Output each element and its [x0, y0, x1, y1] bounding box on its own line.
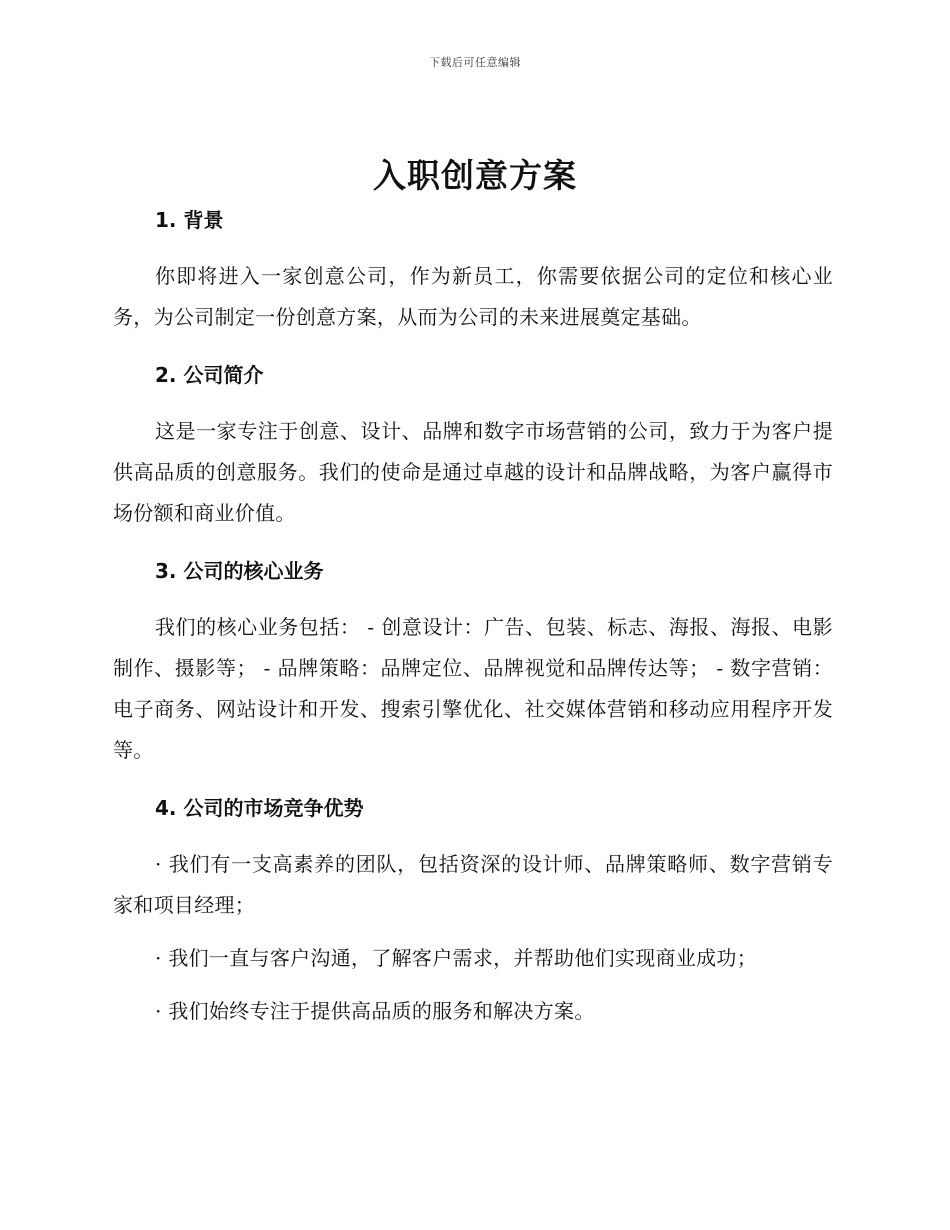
section-heading: 2. 公司简介 — [155, 363, 264, 387]
header-note: 下载后可任意编辑 — [429, 56, 521, 69]
paragraph: 这是一家专注于创意、设计、品牌和数字市场营销的公司，致力于为客户提供高品质的创意服务。我们的使命是通过卓越的设计和品牌战略，为客户赢得市场份额和商业价值。 — [113, 419, 833, 525]
bullet-item: · 我们一直与客户沟通，了解客户需求，并帮助他们实现商业成功； — [155, 946, 758, 970]
section-background — [113, 205, 833, 338]
section-competitive-advantage — [113, 793, 833, 1032]
paragraph: 你即将进入一家创意公司，作为新员工，你需要依据公司的定位和核心业务，为公司制定一份创意方案，从而为公司的未来进展奠定基础。 — [113, 264, 833, 329]
section-heading: 3. 公司的核心业务 — [155, 559, 324, 583]
bullet-item: · 我们始终专注于提供高品质的服务和解决方案。 — [155, 999, 595, 1023]
section-core-business — [113, 556, 833, 771]
document-title: 入职创意方案 — [373, 156, 577, 195]
bullet-item: · 我们有一支高素养的团队，包括资深的设计师、品牌策略师、数字营销专家和项目经理； — [113, 852, 833, 917]
paragraph: 我们的核心业务包括： - 创意设计：广告、包装、标志、海报、海报、电影制作、摄影等； - 品牌策略：品牌定位、品牌视觉和品牌传达等； - 数字营销：电子商务、网站设计和开发、搜索引擎优化、社交媒体营销和移动应用程序开发等。 — [113, 615, 833, 762]
section-company-intro — [113, 360, 833, 534]
section-heading: 1. 背景 — [155, 208, 224, 232]
document-body — [113, 205, 833, 1032]
section-heading: 4. 公司的市场竞争优势 — [155, 796, 364, 820]
